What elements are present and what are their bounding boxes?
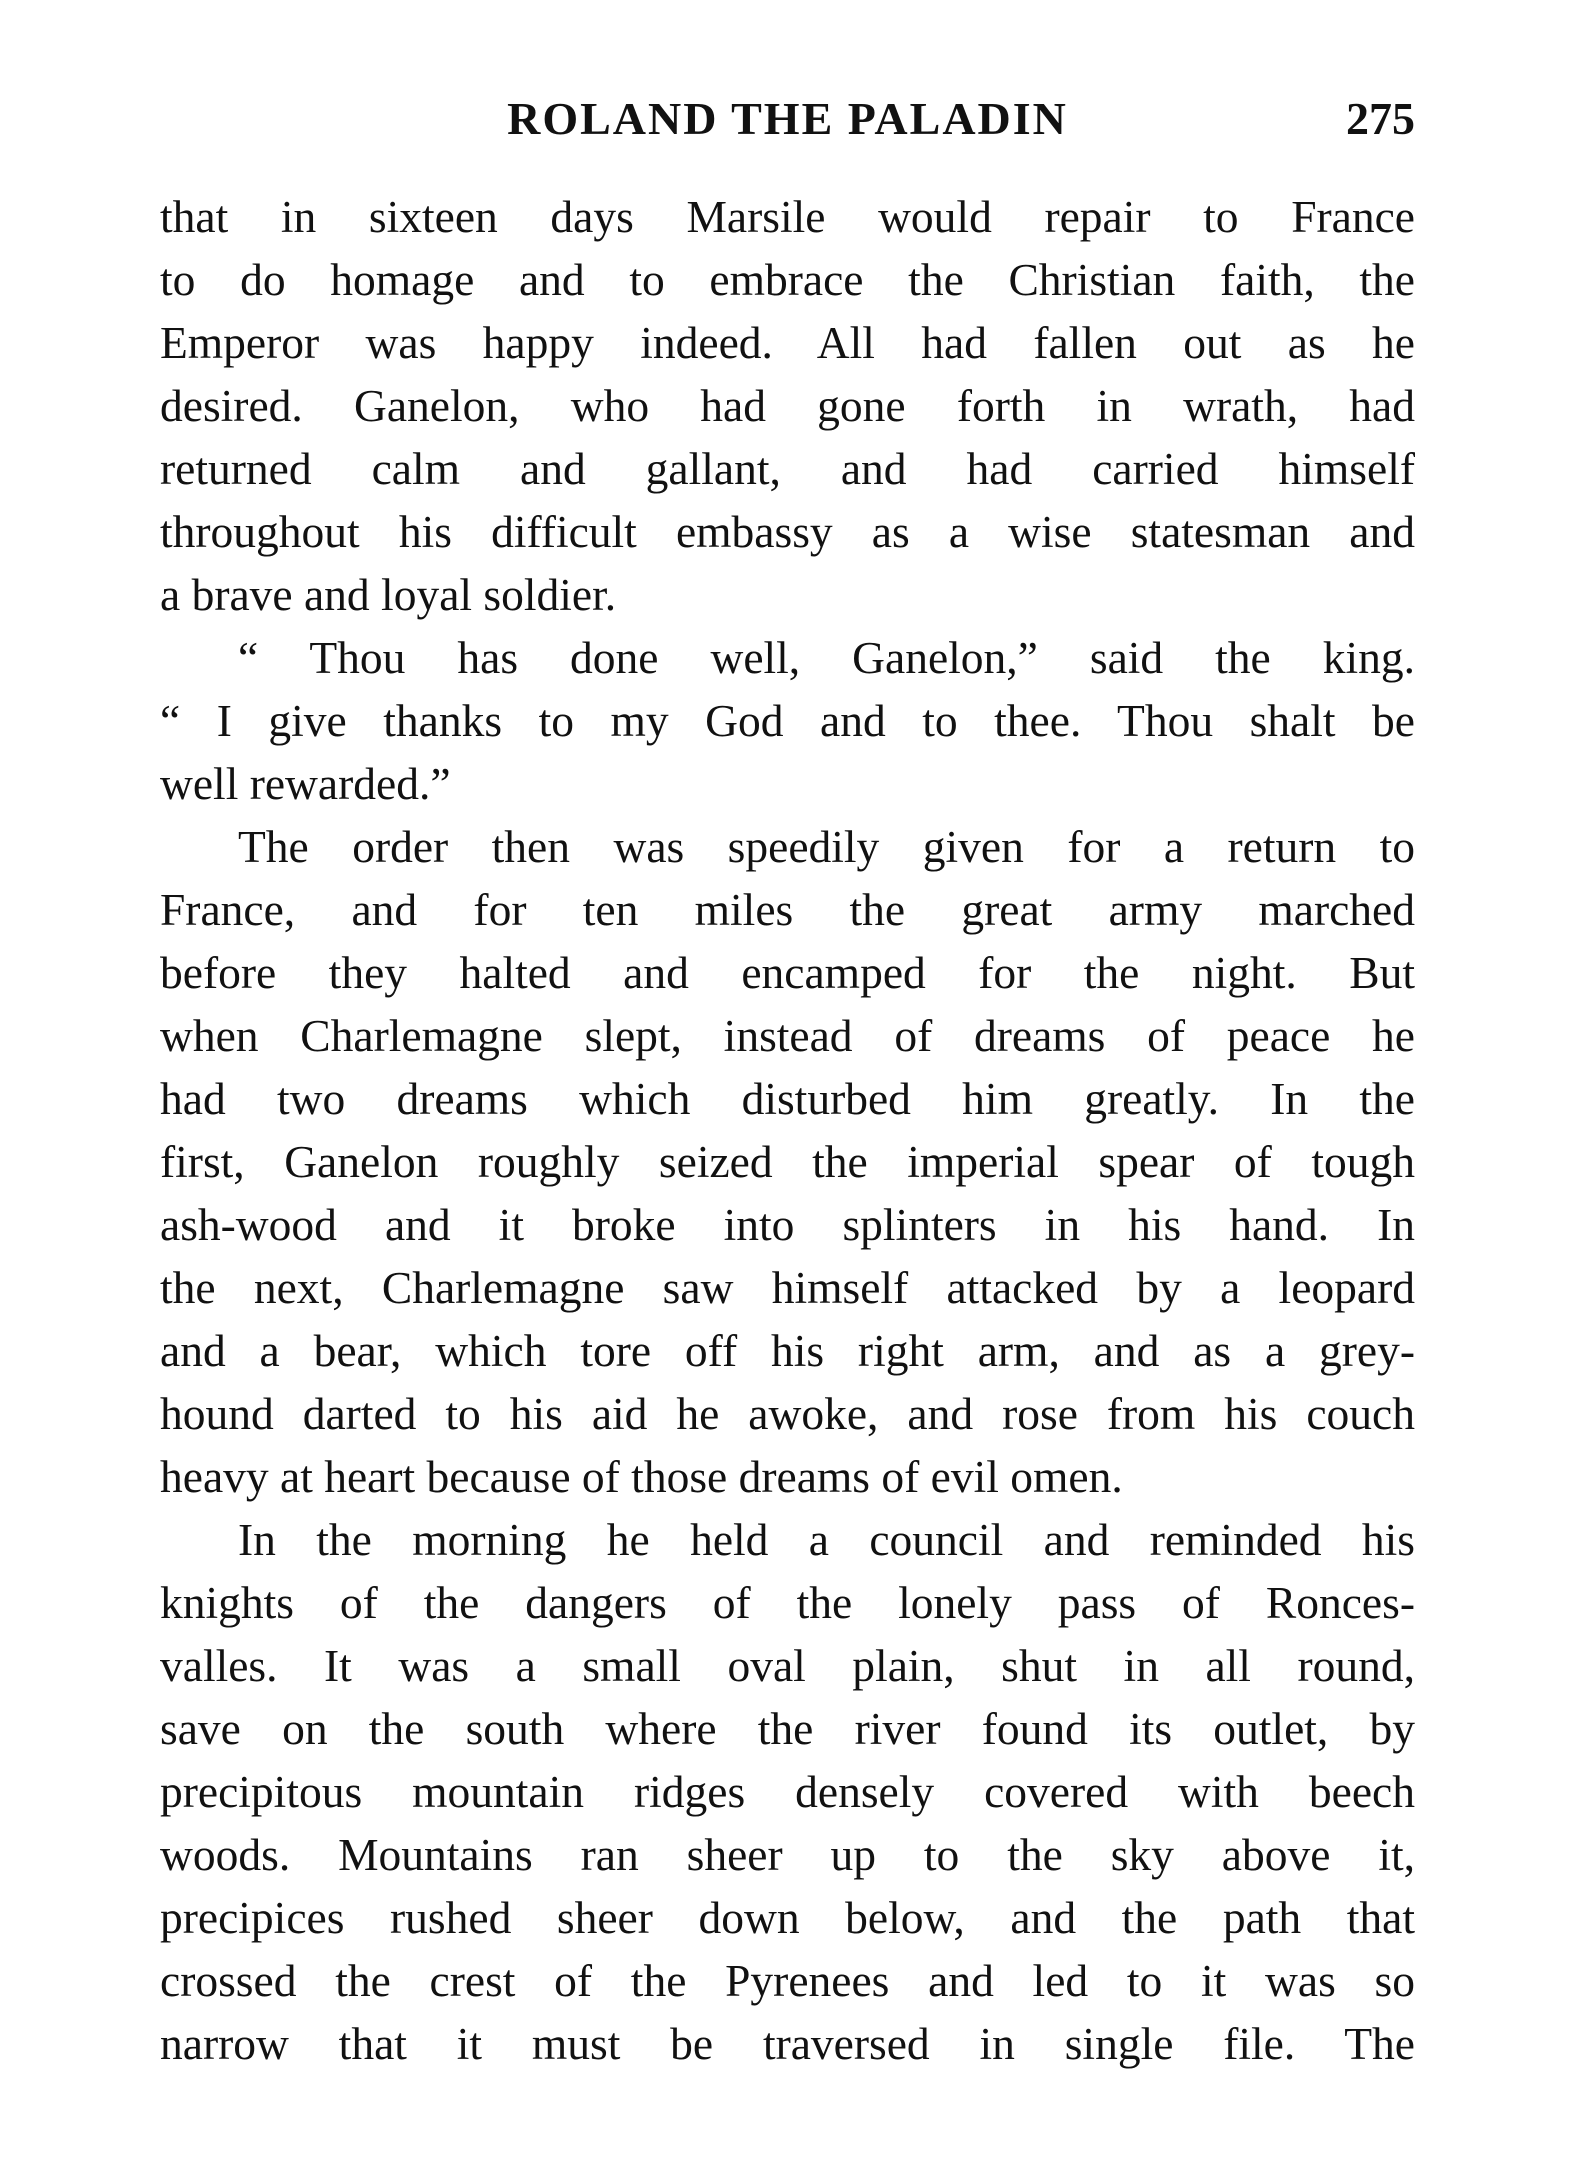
text-line: In the morning he held a council and reminded his (238, 1514, 1415, 1565)
text-line: a brave and loyal soldier. (160, 569, 617, 620)
text-line: The order then was speedily given for a return to (238, 821, 1415, 872)
text-line: that in sixteen days Marsile would repair to France (160, 191, 1415, 242)
text-line: first, Ganelon roughly seized the imperial spear of tough (160, 1136, 1415, 1187)
text-line: France, and for ten miles the great army marched (160, 884, 1415, 935)
text-line: Emperor was happy indeed. All had fallen out as he (160, 317, 1415, 368)
text-line: “ Thou has done well, Ganelon,” said the king. (238, 632, 1415, 683)
text-line: precipices rushed sheer down below, and the path that (160, 1892, 1415, 1943)
text-line: narrow that it must be traversed in single file. The (160, 2018, 1415, 2069)
running-head (160, 92, 1415, 152)
text-line: hound darted to his aid he awoke, and rose from his couch (160, 1388, 1415, 1439)
text-line: woods. Mountains ran sheer up to the sky above it, (160, 1829, 1415, 1880)
text-line: precipitous mountain ridges densely covered with beech (160, 1766, 1415, 1817)
text-line: and a bear, which tore off his right arm, and as a grey- (160, 1325, 1415, 1376)
text-line: ash-wood and it broke into splinters in his hand. In (160, 1199, 1415, 1250)
text-line: before they halted and encamped for the night. But (160, 947, 1415, 998)
text-line: had two dreams which disturbed him greatly. In the (160, 1073, 1415, 1124)
text-line: “ I give thanks to my God and to thee. Thou shalt be (160, 695, 1415, 746)
text-line: the next, Charlemagne saw himself attacked by a leopard (160, 1262, 1415, 1313)
page-number: 275 (1346, 93, 1415, 144)
text-line: throughout his difficult embassy as a wise statesman and (160, 506, 1415, 557)
text-line: when Charlemagne slept, instead of dreams of peace he (160, 1010, 1415, 1061)
text-line: heavy at heart because of those dreams of evil omen. (160, 1451, 1123, 1502)
text-line: crossed the crest of the Pyrenees and led to it was so (160, 1955, 1415, 2006)
text-line: valles. It was a small oval plain, shut in all round, (160, 1640, 1415, 1691)
text-line: desired. Ganelon, who had gone forth in wrath, had (160, 380, 1415, 431)
text-line: save on the south where the river found its outlet, by (160, 1703, 1415, 1754)
text-line: knights of the dangers of the lonely pass of Ronces- (160, 1577, 1415, 1628)
text-line: to do homage and to embrace the Christian faith, the (160, 254, 1415, 305)
body-text (160, 185, 1415, 2075)
text-line: returned calm and gallant, and had carried himself (160, 443, 1415, 494)
text-line: well rewarded.” (160, 758, 451, 809)
running-title: ROLAND THE PALADIN (507, 93, 1068, 144)
